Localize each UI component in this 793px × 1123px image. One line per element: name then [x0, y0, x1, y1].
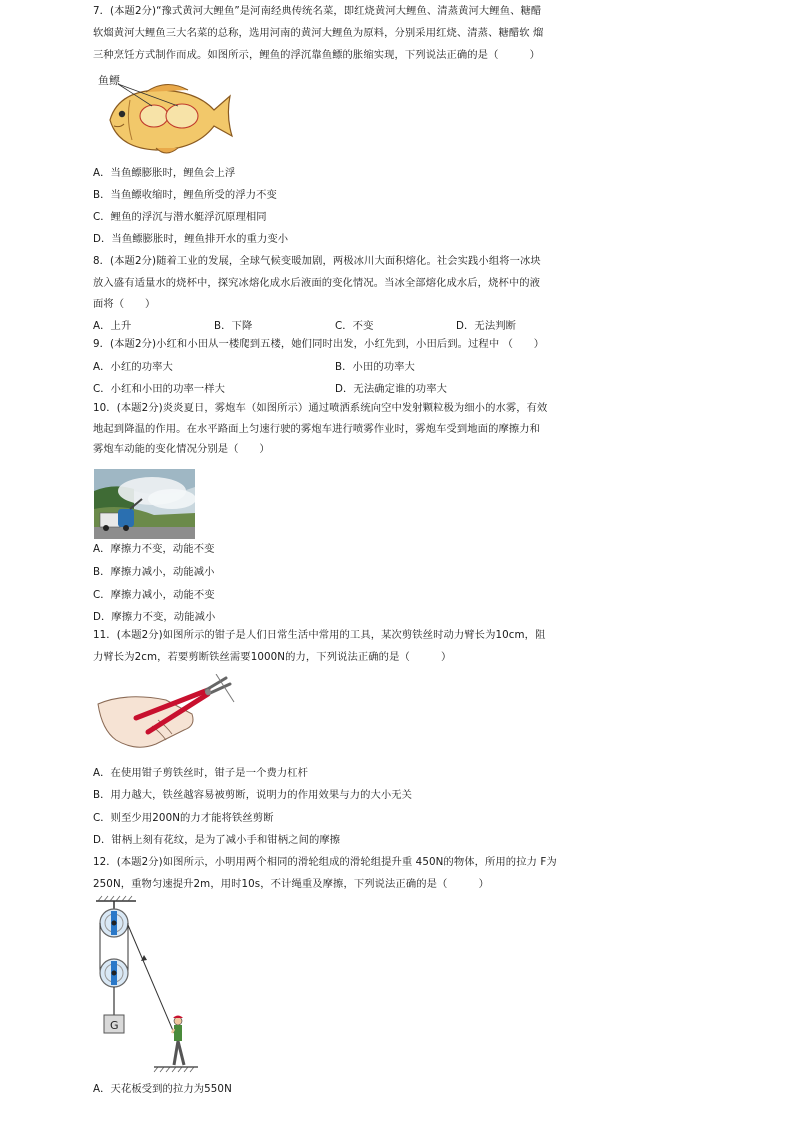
q10-stem-line-1: 10．(本题2分)炎炎夏日，雾炮车（如图所示）通过喷洒系统向空中发射颗粒极为细小的水雾，有效 [93, 402, 548, 414]
q12-option-a: A．天花板受到的拉力为550N [93, 1083, 232, 1095]
q7-stem-line-3: 三种烹饪方式制作而成。如图所示，鲤鱼的浮沉靠鱼鳔的胀缩实现，下列说法正确的是（ ） [93, 49, 541, 61]
q7-option-b: B．当鱼鳔收缩时，鲤鱼所受的浮力不变 [93, 189, 277, 201]
q9-option-d: D．无法确定谁的功率大 [335, 383, 447, 395]
q11-stem-line-2: 力臂长为2cm，若要剪断铁丝需要1000N的力，下列说法正确的是（ ） [93, 651, 452, 663]
q9-option-a: A．小红的功率大 [93, 361, 173, 373]
q10-stem-line-2: 地起到降温的作用。在水平路面上匀速行驶的雾炮车进行喷雾作业时，雾炮车受到地面的摩擦力和 [93, 423, 541, 435]
q7-option-a: A．当鱼鳔膨胀时，鲤鱼会上浮 [93, 167, 236, 179]
q7-stem-line-1: 7．(本题2分)“豫式黄河大鲤鱼”是河南经典传统名菜，即红烧黄河大鲤鱼、清蒸黄河大鲤鱼、糖醋 [93, 5, 542, 17]
q8-stem-line-2: 放入盛有适量水的烧杯中，探究冰熔化成水后液面的变化情况。当冰全部熔化成水后，烧杯中的液 [93, 277, 541, 289]
q12-stem-line-1: 12．(本题2分)如图所示，小明用两个相同的滑轮组成的滑轮组提升重 450N的物体，所用的拉力 F为 [93, 856, 557, 868]
q8-option-d: D．无法判断 [456, 320, 517, 332]
fish-swim-bladder-figure [96, 70, 236, 160]
q9-option-b: B．小田的功率大 [335, 361, 415, 373]
q9-option-c: C．小红和小田的功率一样大 [93, 383, 226, 395]
q8-option-a: A．上升 [93, 320, 132, 332]
q11-option-c: C．则至少用200N的力才能将铁丝剪断 [93, 812, 274, 824]
q8-stem-line-1: 8．(本题2分)随着工业的发展，全球气候变暖加剧，两极冰川大面积熔化。社会实践小组将一冰块 [93, 255, 541, 267]
q11-option-a: A．在使用钳子剪铁丝时，钳子是一个费力杠杆 [93, 767, 309, 779]
q11-stem-line-1: 11．(本题2分)如图所示的钳子是人们日常生活中常用的工具，某次剪铁丝时动力臂长为10cm，阻 [93, 629, 546, 641]
pliers-cutting-wire-figure [96, 674, 236, 754]
q8-option-b: B．下降 [214, 320, 253, 332]
q10-stem-line-3: 雾炮车动能的变化情况分别是（ ） [93, 443, 270, 455]
q8-stem-line-3: 面将（ ） [93, 298, 156, 310]
swim-bladder-label: 鱼鳔 [98, 74, 120, 87]
q12-stem-line-2: 250N，重物匀速提升2m，用时10s，不计绳重及摩擦，下列说法正确的是（ ） [93, 878, 490, 890]
q10-option-d: D．摩擦力不变，动能减小 [93, 611, 216, 623]
q7-option-c: C．鲤鱼的浮沉与潜水艇浮沉原理相同 [93, 211, 267, 223]
q8-option-c: C．不变 [335, 320, 374, 332]
q10-option-c: C．摩擦力减小，动能不变 [93, 589, 215, 601]
q7-option-d: D．当鱼鳔膨胀时，鲤鱼排开水的重力变小 [93, 233, 289, 245]
q11-option-d: D．钳柄上刻有花纹，是为了减小手和钳柄之间的摩擦 [93, 834, 341, 846]
weight-label: G [110, 1019, 119, 1032]
q10-option-a: A．摩擦力不变，动能不变 [93, 543, 215, 555]
q7-stem-line-2: 软熘黄河大鲤鱼三大名菜的总称，选用河南的黄河大鲤鱼为原料，分别采用红烧、清蒸、糖醋软 熘 [93, 27, 544, 39]
pulley-system-figure [92, 895, 202, 1077]
q9-stem: 9．(本题2分)小红和小田从一楼爬到五楼，她们同时出发，小红先到，小田后到。过程中 （ ） [93, 338, 545, 350]
q10-option-b: B．摩擦力减小，动能减小 [93, 566, 215, 578]
fog-cannon-truck-photo [94, 469, 195, 539]
q11-option-b: B．用力越大，铁丝越容易被剪断，说明力的作用效果与力的大小无关 [93, 789, 413, 801]
